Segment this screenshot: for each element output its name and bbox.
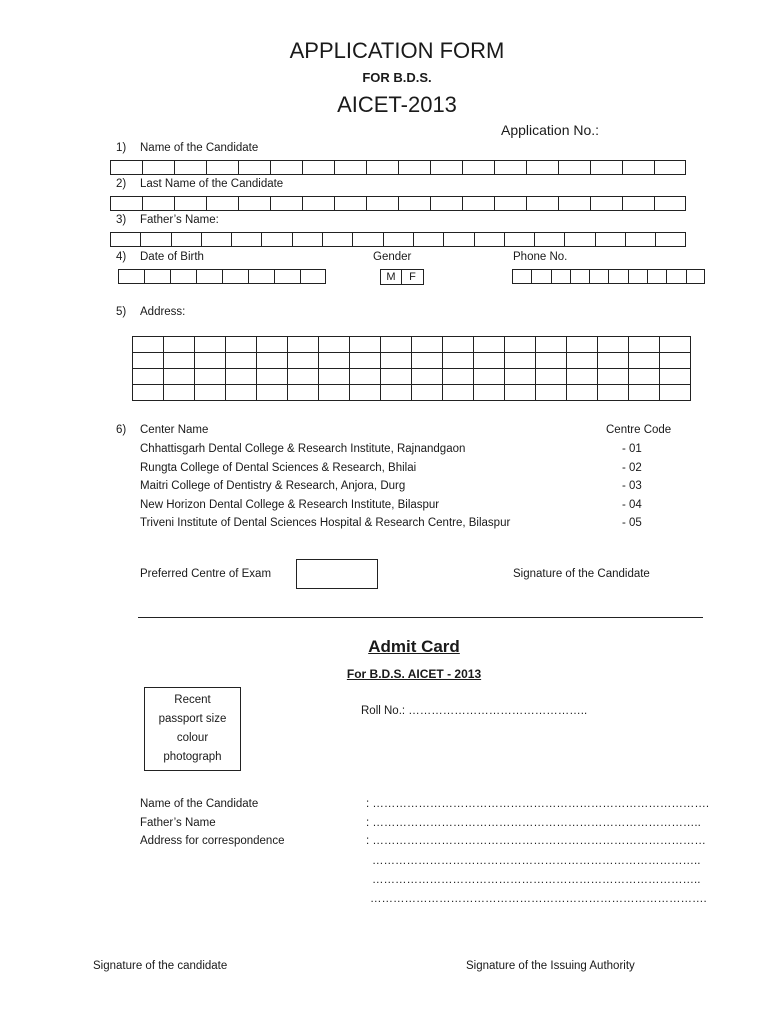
input-box[interactable] [300, 269, 326, 284]
input-box[interactable] [231, 232, 261, 247]
address-cell[interactable] [133, 385, 164, 401]
centre-code: - 01 [622, 443, 642, 455]
address-cell[interactable] [288, 353, 319, 369]
address-cell[interactable] [474, 353, 505, 369]
input-box[interactable] [558, 160, 590, 175]
input-box[interactable] [144, 269, 170, 284]
address-cell[interactable] [629, 337, 660, 353]
input-box[interactable] [142, 160, 174, 175]
input-box[interactable] [655, 232, 685, 247]
address-cell[interactable] [598, 353, 629, 369]
input-box[interactable] [570, 269, 589, 284]
q1-label: Name of the Candidate [140, 142, 259, 154]
preferred-centre-label: Preferred Centre of Exam [140, 568, 272, 580]
address-cell[interactable] [288, 385, 319, 401]
address-cell[interactable] [505, 337, 536, 353]
address-cell[interactable] [412, 337, 443, 353]
address-cell[interactable] [660, 337, 691, 353]
input-box[interactable] [654, 160, 686, 175]
input-box[interactable] [398, 196, 430, 211]
address-cell[interactable] [164, 385, 195, 401]
centre-code: - 04 [622, 499, 642, 511]
address-cell[interactable] [226, 385, 257, 401]
input-box[interactable] [366, 160, 398, 175]
address-cell[interactable] [195, 369, 226, 385]
address-cell[interactable] [257, 353, 288, 369]
form-title: APPLICATION FORM [289, 38, 505, 63]
input-box[interactable] [274, 269, 300, 284]
input-box[interactable] [443, 232, 473, 247]
dob-label: Date of Birth [140, 251, 204, 263]
address-cell[interactable] [164, 353, 195, 369]
address-cell[interactable] [319, 337, 350, 353]
input-box[interactable] [526, 196, 558, 211]
exam-title: AICET-2013 [337, 92, 457, 117]
address-cell[interactable] [319, 385, 350, 401]
input-box[interactable] [248, 269, 274, 284]
input-box[interactable] [686, 269, 705, 284]
centre-name: New Horizon Dental College & Research Institute, Bilaspur [140, 499, 440, 511]
address-cell[interactable] [598, 369, 629, 385]
address-cell[interactable] [381, 385, 412, 401]
address-cell[interactable] [443, 369, 474, 385]
address-row [133, 369, 691, 385]
input-box[interactable] [413, 232, 443, 247]
input-box[interactable] [170, 269, 196, 284]
input-box[interactable] [171, 232, 201, 247]
phone-boxes[interactable] [512, 269, 705, 284]
input-box[interactable] [526, 160, 558, 175]
admit-card-title: Admit Card [368, 637, 460, 656]
input-box[interactable] [589, 269, 608, 284]
center-name-header: Center Name [140, 424, 209, 436]
admit-address-dots: ……………………………………………………………………………. [370, 893, 707, 905]
admit-father-dots: : ………………………………………………………………………….. [366, 817, 701, 829]
address-cell[interactable] [474, 385, 505, 401]
address-cell[interactable] [536, 385, 567, 401]
centre-name: Rungta College of Dental Sciences & Research, Bhilai [140, 462, 417, 474]
address-cell[interactable] [598, 337, 629, 353]
dob-boxes[interactable] [118, 269, 326, 284]
q3-label: Father’s Name: [140, 214, 219, 226]
admit-card-subtitle: For B.D.S. AICET - 2013 [346, 667, 482, 681]
address-row [133, 353, 691, 369]
input-box[interactable] [622, 196, 654, 211]
gender-label: Gender [373, 251, 412, 263]
input-box[interactable] [383, 232, 413, 247]
input-box[interactable] [430, 196, 462, 211]
input-box[interactable] [334, 196, 366, 211]
roll-no-field: Roll No.: ……………………………………….. [361, 705, 588, 717]
phone-label: Phone No. [513, 251, 568, 263]
address-cell[interactable] [133, 337, 164, 353]
q3-number: 3) [116, 214, 127, 226]
input-box[interactable] [595, 232, 625, 247]
input-box[interactable] [270, 196, 302, 211]
address-cell[interactable] [133, 369, 164, 385]
input-box[interactable] [474, 232, 504, 247]
input-box[interactable] [196, 269, 222, 284]
gender-female-box[interactable]: F [402, 269, 424, 285]
address-cell[interactable] [412, 369, 443, 385]
input-box[interactable] [238, 160, 270, 175]
address-cell[interactable] [350, 337, 381, 353]
q2-number: 2) [116, 178, 127, 190]
signature-candidate-top: Signature of the Candidate [513, 568, 650, 580]
input-box[interactable] [462, 160, 494, 175]
input-box[interactable] [366, 196, 398, 211]
address-cell[interactable] [567, 385, 598, 401]
input-box[interactable] [110, 160, 142, 175]
input-box[interactable] [302, 196, 334, 211]
admit-address-label: Address for correspondence [140, 835, 285, 847]
address-cell[interactable] [195, 337, 226, 353]
centre-name: Triveni Institute of Dental Sciences Hospital & Research Centre, Bilaspur [140, 517, 511, 529]
address-cell[interactable] [505, 385, 536, 401]
centre-code-header: Centre Code [606, 424, 672, 436]
address-cell[interactable] [598, 385, 629, 401]
q5-number: 5) [116, 306, 127, 318]
input-box[interactable] [110, 232, 140, 247]
input-box[interactable] [174, 160, 206, 175]
input-box[interactable] [551, 269, 570, 284]
input-box[interactable] [504, 232, 534, 247]
input-box[interactable] [494, 196, 526, 211]
input-box[interactable] [270, 160, 302, 175]
input-box[interactable] [564, 232, 594, 247]
address-cell[interactable] [350, 385, 381, 401]
input-box[interactable] [110, 196, 142, 211]
input-box[interactable] [666, 269, 685, 284]
address-cell[interactable] [319, 353, 350, 369]
input-box[interactable] [322, 232, 352, 247]
admit-father-label: Father’s Name [140, 817, 216, 829]
centre-name: Maitri College of Dentistry & Research, Anjora, Durg [140, 480, 406, 492]
address-cell[interactable] [443, 353, 474, 369]
input-box[interactable] [118, 269, 144, 284]
address-grid[interactable] [132, 336, 691, 401]
input-box[interactable] [238, 196, 270, 211]
input-box[interactable] [558, 196, 590, 211]
input-box[interactable] [142, 196, 174, 211]
input-box[interactable] [430, 160, 462, 175]
input-box[interactable] [398, 160, 430, 175]
signature-candidate: Signature of the candidate [93, 960, 228, 972]
input-box[interactable] [334, 160, 366, 175]
form-subtitle: FOR B.D.S. [362, 70, 432, 85]
address-cell[interactable] [536, 353, 567, 369]
input-box[interactable] [590, 196, 622, 211]
input-box[interactable] [534, 232, 564, 247]
admit-name-label: Name of the Candidate [140, 798, 259, 810]
admit-address-dots: : …………………………………………………………………………… [366, 835, 706, 847]
admit-address-dots: ………………………………………………………………………….. [372, 874, 701, 886]
q4-number: 4) [116, 251, 127, 263]
q1-number: 1) [116, 142, 127, 154]
input-box[interactable] [302, 160, 334, 175]
address-cell[interactable] [133, 353, 164, 369]
address-label: Address: [140, 306, 186, 318]
input-box[interactable] [590, 160, 622, 175]
input-box[interactable] [531, 269, 550, 284]
photo-line: colour [176, 732, 209, 744]
input-box[interactable] [625, 232, 655, 247]
address-cell[interactable] [288, 337, 319, 353]
address-cell[interactable] [319, 369, 350, 385]
address-cell[interactable] [381, 353, 412, 369]
address-cell[interactable] [443, 385, 474, 401]
q2-label: Last Name of the Candidate [140, 178, 284, 190]
input-box[interactable] [222, 269, 248, 284]
section-divider [138, 617, 703, 618]
address-cell[interactable] [567, 369, 598, 385]
input-box[interactable] [201, 232, 231, 247]
address-cell[interactable] [164, 337, 195, 353]
address-cell[interactable] [443, 337, 474, 353]
address-cell[interactable] [474, 337, 505, 353]
gender-male-box[interactable]: M [380, 269, 402, 285]
father-name-boxes[interactable] [110, 232, 686, 247]
address-cell[interactable] [660, 369, 691, 385]
candidate-name-boxes[interactable] [110, 160, 686, 175]
address-cell[interactable] [164, 369, 195, 385]
address-cell[interactable] [536, 369, 567, 385]
address-cell[interactable] [195, 353, 226, 369]
address-cell[interactable] [226, 353, 257, 369]
input-box[interactable] [628, 269, 647, 284]
input-box[interactable] [622, 160, 654, 175]
last-name-boxes[interactable] [110, 196, 686, 211]
address-cell[interactable] [257, 385, 288, 401]
address-cell[interactable] [381, 337, 412, 353]
address-row [133, 385, 691, 401]
centre-name: Chhattisgarh Dental College & Research Institute, Rajnandgaon [140, 443, 466, 455]
admit-name-dots: : ……………………………………………………………………………. [366, 798, 710, 810]
input-box[interactable] [352, 232, 382, 247]
centre-code: - 02 [622, 462, 642, 474]
input-box[interactable] [206, 196, 238, 211]
input-box[interactable] [647, 269, 666, 284]
address-cell[interactable] [660, 353, 691, 369]
signature-authority: Signature of the Issuing Authority [466, 960, 635, 972]
input-box[interactable] [174, 196, 206, 211]
address-cell[interactable] [257, 369, 288, 385]
address-cell[interactable] [195, 385, 226, 401]
address-cell[interactable] [629, 353, 660, 369]
address-cell[interactable] [350, 353, 381, 369]
input-box[interactable] [494, 160, 526, 175]
input-box[interactable] [206, 160, 238, 175]
address-cell[interactable] [629, 369, 660, 385]
address-cell[interactable] [226, 337, 257, 353]
input-box[interactable] [512, 269, 531, 284]
address-cell[interactable] [567, 337, 598, 353]
address-cell[interactable] [567, 353, 598, 369]
input-box[interactable] [292, 232, 322, 247]
centre-code: - 03 [622, 480, 642, 492]
address-cell[interactable] [629, 385, 660, 401]
address-cell[interactable] [350, 369, 381, 385]
address-cell[interactable] [505, 353, 536, 369]
address-cell[interactable] [257, 337, 288, 353]
admit-address-dots: ………………………………………………………………………….. [372, 855, 701, 867]
photo-line: Recent [174, 694, 211, 706]
address-cell[interactable] [226, 369, 257, 385]
photo-line: photograph [163, 751, 222, 763]
centre-code: - 05 [622, 517, 642, 529]
q6-number: 6) [116, 424, 127, 436]
input-box[interactable] [654, 196, 686, 211]
address-cell[interactable] [412, 385, 443, 401]
preferred-centre-input[interactable] [296, 559, 378, 589]
address-row [133, 337, 691, 353]
input-box[interactable] [608, 269, 627, 284]
address-cell[interactable] [505, 369, 536, 385]
address-cell[interactable] [288, 369, 319, 385]
input-box[interactable] [140, 232, 170, 247]
address-cell[interactable] [412, 353, 443, 369]
input-box[interactable] [462, 196, 494, 211]
address-cell[interactable] [660, 385, 691, 401]
address-cell[interactable] [381, 369, 412, 385]
photo-line: passport size [158, 713, 227, 725]
photo-placeholder [144, 687, 241, 771]
address-cell[interactable] [536, 337, 567, 353]
input-box[interactable] [261, 232, 291, 247]
application-no-label: Application No.: [501, 122, 600, 138]
address-cell[interactable] [474, 369, 505, 385]
